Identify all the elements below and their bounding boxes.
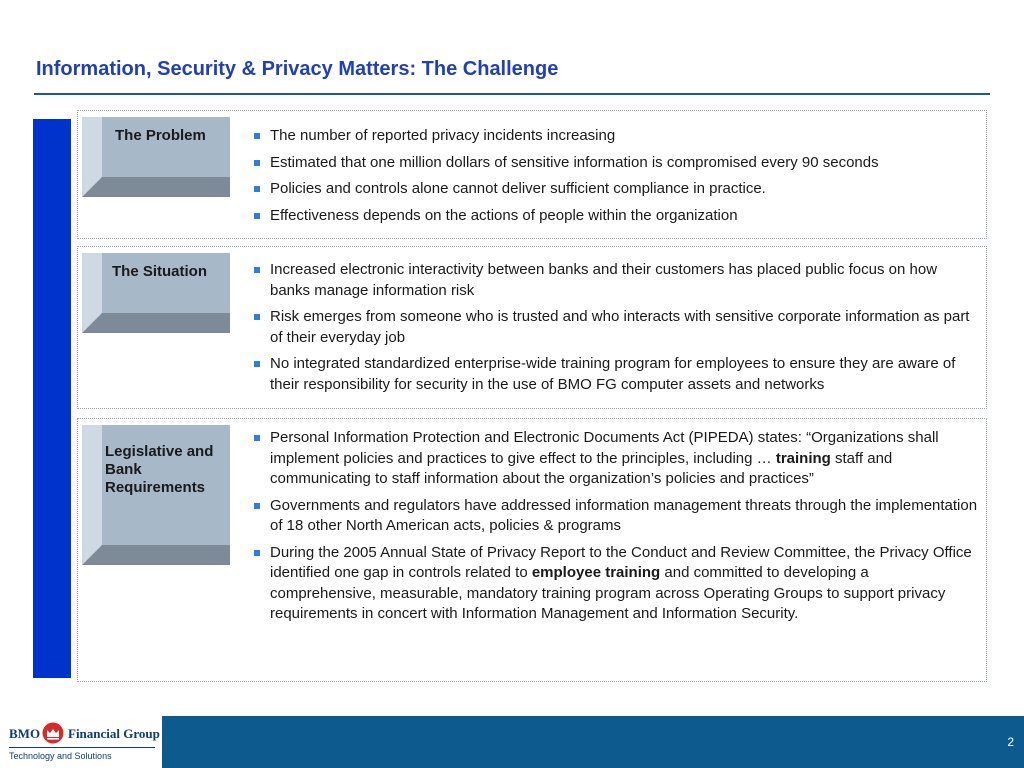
- section-situation: [77, 246, 987, 409]
- bullet-list: [253, 260, 978, 401]
- bullet-text: Policies and controls alone cannot deliver sufficient compliance in practice.: [270, 180, 766, 197]
- bullet-text: Governments and regulators have addressed information management threats through the implementation of 18 other North American acts, policies & programs: [270, 496, 978, 534]
- bullet-text: and committed to developing a comprehensive, measurable, mandatory training program across Operating Groups to support privacy requirements in concert with Information Management and Information Security.: [270, 564, 946, 622]
- bullet-item: [253, 153, 978, 174]
- bullet-text: Effectiveness depends on the actions of people within the organization: [270, 206, 738, 224]
- bullet-list: [253, 126, 978, 232]
- bmo-roundel-icon: [42, 722, 64, 744]
- accent-side-bar: [33, 119, 71, 678]
- page-number: 2: [1007, 735, 1014, 749]
- title-divider: [34, 93, 990, 95]
- bullet-text: During the 2005 Annual State of Privacy Report to the Conduct and Review Committee, the Privacy Office identified one gap in controls related to: [270, 543, 972, 581]
- bullet-item: [253, 543, 978, 625]
- section-label: The Problem: [115, 127, 206, 144]
- bullet-text: Estimated that one million dollars of sensitive information is compromised every 90 seconds: [270, 153, 879, 171]
- company-logo: [0, 716, 162, 768]
- bullet-item: [253, 179, 978, 200]
- bullet-text: No integrated standardized enterprise-wide training program for employees to ensure they are aware of their responsibility for security in the use of BMO FG computer assets and networks: [270, 355, 956, 393]
- bullet-item: [253, 307, 978, 348]
- logo-bmo-text: BMO: [9, 726, 41, 741]
- bullet-item: [253, 354, 978, 395]
- section-label: Legislative and Bank Requirements: [105, 443, 214, 496]
- bullet-item: [253, 260, 978, 301]
- logo-subtitle: Technology and Solutions: [9, 751, 112, 761]
- bullet-item: [253, 496, 978, 537]
- section-problem: [77, 110, 987, 239]
- bold-phrase: training: [775, 449, 831, 467]
- section-legislative: [77, 418, 987, 682]
- bullet-text: Personal Information Protection and Electronic Documents Act (PIPEDA) states: “Organizations shall implement policies and practices to give effect to the principles, including …: [270, 429, 939, 467]
- slide-title: Information, Security & Privacy Matters: The Challenge: [36, 58, 559, 80]
- section-label: The Situation: [112, 263, 207, 280]
- bullet-text: Increased electronic interactivity between banks and their customers has placed public focus on how banks manage information risk: [270, 261, 938, 299]
- logo-divider: [9, 747, 155, 748]
- bullet-text: The number of reported privacy incidents increasing: [270, 127, 616, 144]
- bullet-text: staff and communicating to staff information about the organization’s policies and practices”: [270, 449, 893, 487]
- bullet-text: Risk emerges from someone who is trusted and who interacts with sensitive corporate information as part of their everyday job: [270, 308, 970, 346]
- bullet-item: [253, 126, 978, 147]
- footer-bar: [0, 716, 1024, 768]
- bullet-item: [253, 206, 978, 227]
- bullet-list: [253, 428, 978, 631]
- bullet-item: [253, 428, 978, 490]
- bold-phrase: employee training: [531, 564, 661, 581]
- logo-name-text: Financial Group: [68, 726, 160, 741]
